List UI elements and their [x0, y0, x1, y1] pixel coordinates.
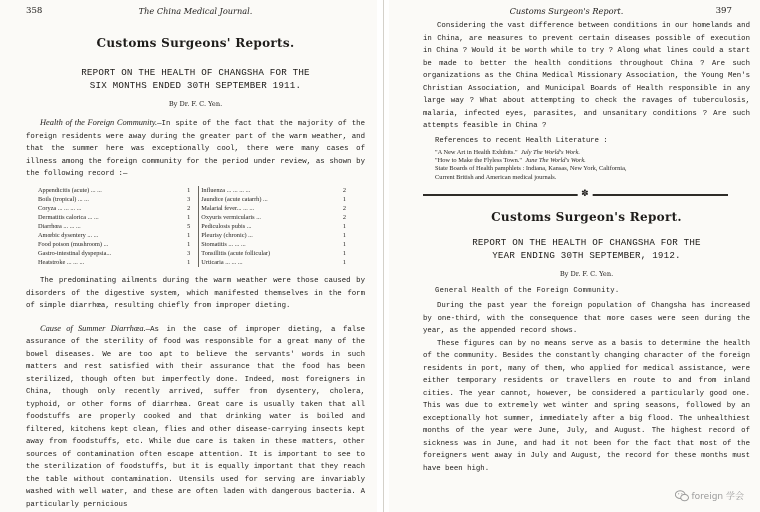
illness-count: 1	[342, 259, 346, 267]
illness-name: Pleurisy (chronic) ...	[201, 231, 253, 239]
illness-name: Diarrhœa ... ... ...	[38, 222, 81, 230]
reference-source: July The World's Work.	[520, 148, 580, 156]
reference-item: Current British and American medical journals.	[435, 173, 557, 181]
illness-name: Oxyuris vermicularis ...	[201, 213, 261, 221]
illness-count: 1	[180, 240, 199, 249]
left-page	[0, 0, 377, 512]
illness-count: 1	[180, 213, 199, 222]
illness-record-table	[36, 186, 354, 268]
illness-row	[36, 231, 354, 240]
report-title-line-1: REPORT ON THE HEALTH OF CHANGSHA FOR THE	[472, 237, 701, 249]
illness-count: 1	[342, 231, 346, 239]
reference-item: State Boards of Health pamphlets : Indiana, Kansas, New York, California,	[435, 165, 627, 173]
report-title	[423, 236, 750, 262]
illness-name: Amœbic dysentery ... ...	[38, 231, 99, 239]
illness-count: 5	[180, 222, 199, 231]
illness-name: Boils (tropical) ... ...	[38, 195, 89, 203]
illness-count: 3	[180, 195, 199, 204]
illness-name: Dermatitis calorica ... ...	[38, 213, 99, 221]
illness-name: Influenza ... ... ... ...	[201, 186, 251, 194]
reference-title: "A New Art in Health Exhibits."	[435, 148, 518, 156]
illness-row	[36, 195, 354, 204]
illness-count: 2	[342, 213, 346, 221]
illness-name: Gastro-intestinal dyspepsia...	[38, 250, 112, 258]
illness-name: Appendicitis (acute) ... ...	[38, 186, 102, 194]
right-page	[389, 0, 760, 512]
byline: By Dr. F. C. Yen.	[559, 270, 614, 279]
divider-rule	[423, 194, 728, 196]
report-title-line-2: YEAR ENDING 30TH SEPTEMBER, 1912.	[492, 250, 681, 262]
general-health-paragraph: During the past year the foreign population of Changsha has increased by one-third, with the consequence that more cases were seen during the year, as the appended record shows.	[423, 302, 750, 336]
illness-count: 1	[180, 258, 199, 267]
byline: By Dr. F. C. Yen.	[168, 100, 223, 108]
illness-count: 2	[342, 186, 346, 194]
illness-count: 1	[342, 241, 346, 249]
section-title: Customs Surgeons' Reports.	[96, 36, 295, 50]
illness-name: Malarial fever... ... ...	[201, 204, 255, 212]
gutter-divider	[383, 0, 384, 512]
health-text: —In spite of the fact that the majority of the foreign residents were away during the greater part of the warm weather, and that the summer here was exceptionally cool, there were many cases of illness among the foreign community for the period under review, as shown by the following record :—	[26, 120, 365, 178]
watermark-text: foreign 学会	[691, 492, 744, 502]
illness-name: Urticaria ... ... ...	[201, 259, 243, 267]
reference-item	[435, 157, 750, 165]
running-head	[423, 6, 750, 20]
illness-row	[36, 258, 354, 267]
illness-count: 1	[180, 231, 199, 240]
general-health-heading: General Health of the Foreign Community.	[435, 287, 620, 296]
illness-name: Food poison (mushroom) ...	[38, 241, 109, 249]
report-title	[26, 66, 365, 92]
section-title: Customs Surgeon's Report.	[491, 210, 682, 225]
running-head-title: The China Medical Journal.	[138, 6, 253, 16]
report-title-line-1: REPORT ON THE HEALTH OF CHANGSHA FOR THE	[81, 67, 310, 78]
illness-count: 1	[342, 250, 346, 258]
illness-count: 1	[180, 186, 199, 195]
illness-row	[36, 249, 354, 258]
illness-name: Jaundice (acute catarrh) ...	[201, 195, 268, 203]
references-list	[435, 149, 750, 183]
report-title-line-2: SIX MONTHS ENDED 30TH SEPTEMBER 1911.	[89, 80, 302, 91]
illness-name: Stomatitis ... ... ...	[201, 241, 246, 249]
illness-row	[36, 240, 354, 249]
illness-name: Heatstroke ... ... ...	[38, 259, 85, 267]
watermark	[675, 489, 745, 502]
figures-paragraph: These figures can by no means serve as a basis to determine the health of the community. Besides the constantly changing character of the foreign residents in port, many of them, who applied for medical assistance, were either temporary residents or travellers en route to and from inland cities. The year cannot, however, be considered a particularly good one. This was due to extremely wet winter and spring seasons, followed by an exceptionally hot summer, immediately after a big flood. The unhealthiest months of the year were June, July, and August. The highest record of sickness was in June, and had it not been for the fact that most of the foreigners went away in July and August, the record for these months must have been high.	[423, 339, 750, 473]
references-heading: References to recent Health Literature :	[435, 136, 608, 145]
illness-row	[36, 186, 354, 195]
page-number: 358	[26, 6, 43, 16]
page-number: 397	[715, 6, 732, 16]
illness-count: 1	[342, 195, 346, 203]
ailments-paragraph: The predominating ailments during the warm weather were those caused by disorders of the digestive system, which manifested themselves in the form of simple diarrhœa, resulting chiefly from improper dieting.	[26, 277, 365, 311]
illness-count: 2	[180, 204, 199, 213]
considering-paragraph: Considering the vast difference between conditions in our homelands and in China, are measures to prevent certain diseases possible of execution in China ? Would it be worth while to try ? Along what lines could a start be made to better the health conditions throughout China ? Are such organizations as the China Medical Missionary Association, the Young Men's Christian Association, and Municipal Boards of Health responsible in any large way ? What about attempting to check the ravages of tuberculosis, malaria, infected eyes, parasites, and unsanitary conditions ? Are such attempts feasible in China ?	[423, 22, 750, 130]
summer-heading: Cause of Summer Diarrhœa.	[40, 323, 146, 333]
summer-text: —As in the case of improper dieting, a false assurance of the sterility of food was responsible for a great many of the bowel diseases. We are too apt to believe the servants' words in such matters and rest satisfied with their assurance that the food has been sterilized, though often but imperfectly done. Indeed, most foreigners in China, though only recently arrived, suffer from dysentery, cholera, typhoid, or other forms of diarrhœa. Great care is usually taken that all foodstuffs are properly cooked and that drinking water is boiled and filtered, kitchens kept clean, flies and other disease-carrying insects kept away from foodstuffs, etc. While due care is taken in these matters, other sources of contamination often escape attention. It is important to see to the sterilization of foodstuffs, but it is equally important that they reach the table without contamination. Utensils used for serving are invariably washed with well water, and these are often laden with dangerous bacteria. A particularly pernicious	[26, 325, 365, 509]
health-heading: Health of the Foreign Community.	[40, 118, 158, 127]
health-paragraph	[26, 117, 365, 181]
running-head	[26, 6, 365, 20]
wechat-icon	[675, 490, 689, 502]
divider-ornament-icon: ✽	[577, 188, 593, 200]
illness-count: 2	[342, 204, 346, 212]
reference-item	[435, 149, 750, 157]
reference-title: "How to Make the Flyless Town."	[435, 156, 523, 164]
section-divider	[423, 188, 750, 202]
illness-count: 3	[180, 249, 199, 258]
illness-row	[36, 204, 354, 213]
running-head-title: Customs Surgeon's Report.	[509, 6, 624, 16]
illness-name: Pediculosis pubis ...	[201, 222, 252, 230]
illness-name: Coryza ... ... ... ...	[38, 204, 82, 212]
illness-name: Tonsillitis (acute follicular)	[201, 250, 271, 258]
reference-source: June The World's Work.	[525, 156, 586, 164]
summer-diarrhoea-paragraph	[26, 323, 365, 512]
illness-row	[36, 213, 354, 222]
illness-row	[36, 222, 354, 231]
illness-count: 1	[342, 222, 346, 230]
